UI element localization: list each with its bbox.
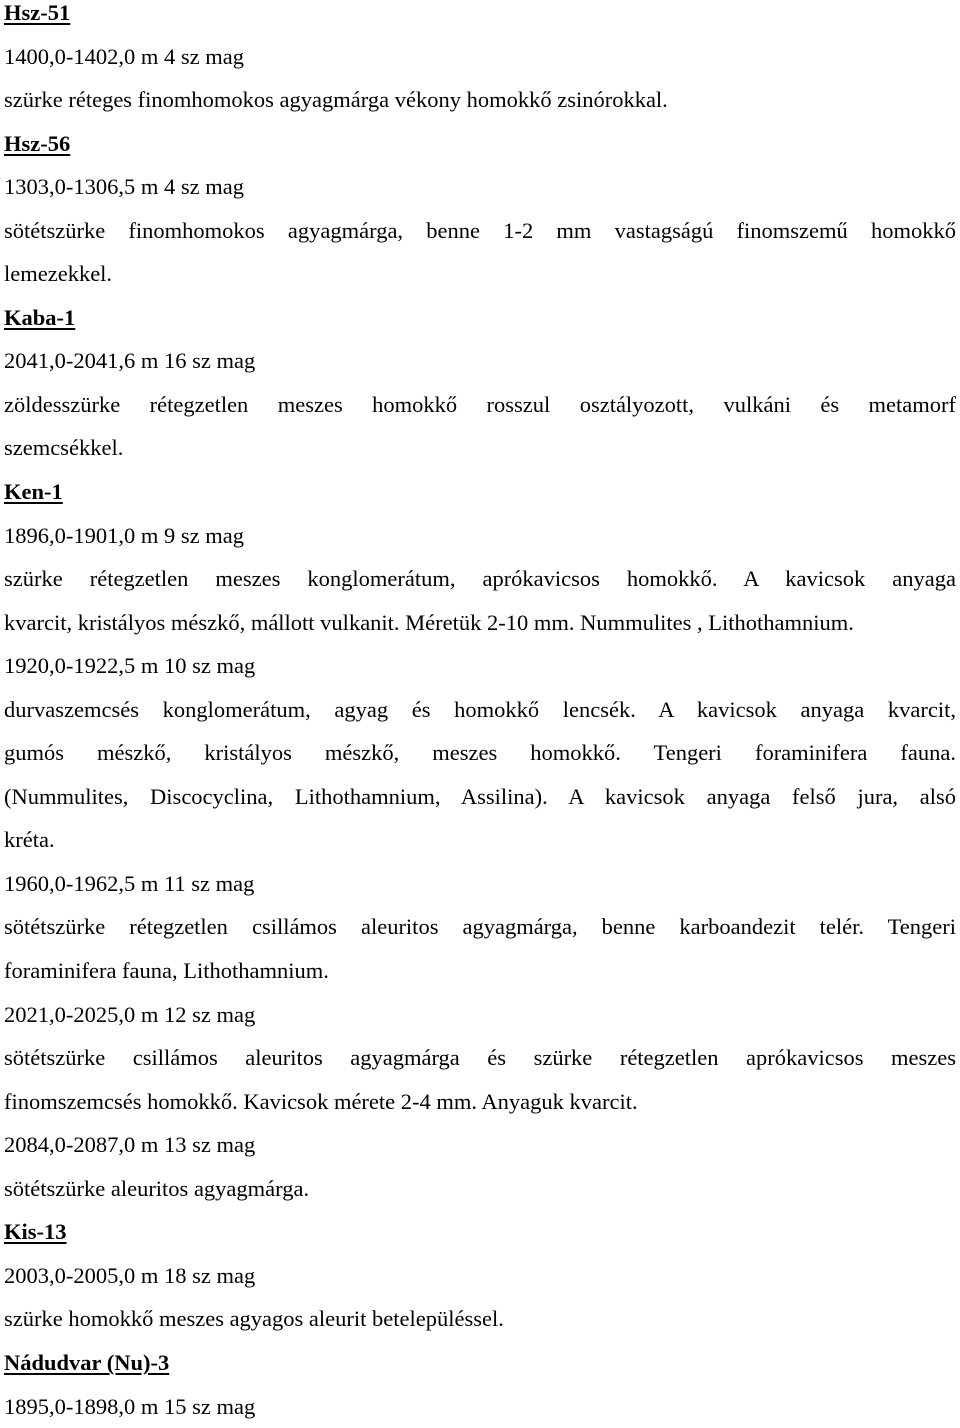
well-section [4, 1210, 956, 1341]
well-heading: Hsz-56 [4, 122, 956, 166]
description-line: (Nummulites, Discocyclina, Lithothamnium, Assilina). A kavicsok anyaga felső jura, alsó [4, 775, 956, 819]
description-line: szemcsékkel. [4, 426, 956, 470]
well-section [4, 1341, 956, 1428]
description-line: 2084,0-2087,0 m 13 sz mag [4, 1123, 956, 1167]
description-line: foraminifera fauna, Lithothamnium. [4, 949, 956, 993]
description-line: 1896,0-1901,0 m 9 sz mag [4, 514, 956, 558]
description-line: durvaszemcsés konglomerátum, agyag és homokkő lencsék. A kavicsok anyaga kvarcit, [4, 688, 956, 732]
description-line: 1960,0-1962,5 m 11 sz mag [4, 862, 956, 906]
description-line: 2021,0-2025,0 m 12 sz mag [4, 993, 956, 1037]
description-line: sötétszürke csillámos aleuritos agyagmárga és szürke rétegzetlen aprókavicsos meszes [4, 1036, 956, 1080]
description-line: 2041,0-2041,6 m 16 sz mag [4, 339, 956, 383]
description-line: szürke réteges finomhomokos agyagmárga vékony homokkő zsinórokkal. [4, 78, 956, 122]
document-page [4, 0, 956, 1428]
description-line: sötétszürke rétegzetlen csillámos aleuritos agyagmárga, benne karboandezit telér. Tengeri [4, 905, 956, 949]
description-line: 2003,0-2005,0 m 18 sz mag [4, 1254, 956, 1298]
well-heading: Kis-13 [4, 1210, 956, 1254]
description-line: sötétszürke finomhomokos agyagmárga, benne 1-2 mm vastagságú finomszemű homokkő [4, 209, 956, 253]
description-line: kréta. [4, 818, 956, 862]
well-heading: Ken-1 [4, 470, 956, 514]
well-heading: Nádudvar (Nu)-3 [4, 1341, 956, 1385]
well-section [4, 296, 956, 470]
description-line: finomszemcsés homokkő. Kavicsok mérete 2-4 mm. Anyaguk kvarcit. [4, 1080, 956, 1124]
description-line: 1400,0-1402,0 m 4 sz mag [4, 35, 956, 79]
description-line: szürke rétegzetlen meszes konglomerátum, aprókavicsos homokkő. A kavicsok anyaga [4, 557, 956, 601]
description-line: 1895,0-1898,0 m 15 sz mag [4, 1385, 956, 1428]
description-line: sötétszürke aleuritos agyagmárga. [4, 1167, 956, 1211]
well-section [4, 122, 956, 296]
description-line: 1920,0-1922,5 m 10 sz mag [4, 644, 956, 688]
well-section [4, 470, 956, 1210]
description-line: 1303,0-1306,5 m 4 sz mag [4, 165, 956, 209]
description-line: zöldesszürke rétegzetlen meszes homokkő rosszul osztályozott, vulkáni és metamorf [4, 383, 956, 427]
description-line: lemezekkel. [4, 252, 956, 296]
well-heading: Kaba-1 [4, 296, 956, 340]
description-line: gumós mészkő, kristályos mészkő, meszes homokkő. Tengeri foraminifera fauna. [4, 731, 956, 775]
description-line: szürke homokkő meszes agyagos aleurit betelepüléssel. [4, 1297, 956, 1341]
description-line: kvarcit, kristályos mészkő, mállott vulkanit. Méretük 2-10 mm. Nummulites , Lithothamnium. [4, 601, 956, 645]
well-section [4, 0, 956, 122]
well-heading: Hsz-51 [4, 0, 956, 35]
